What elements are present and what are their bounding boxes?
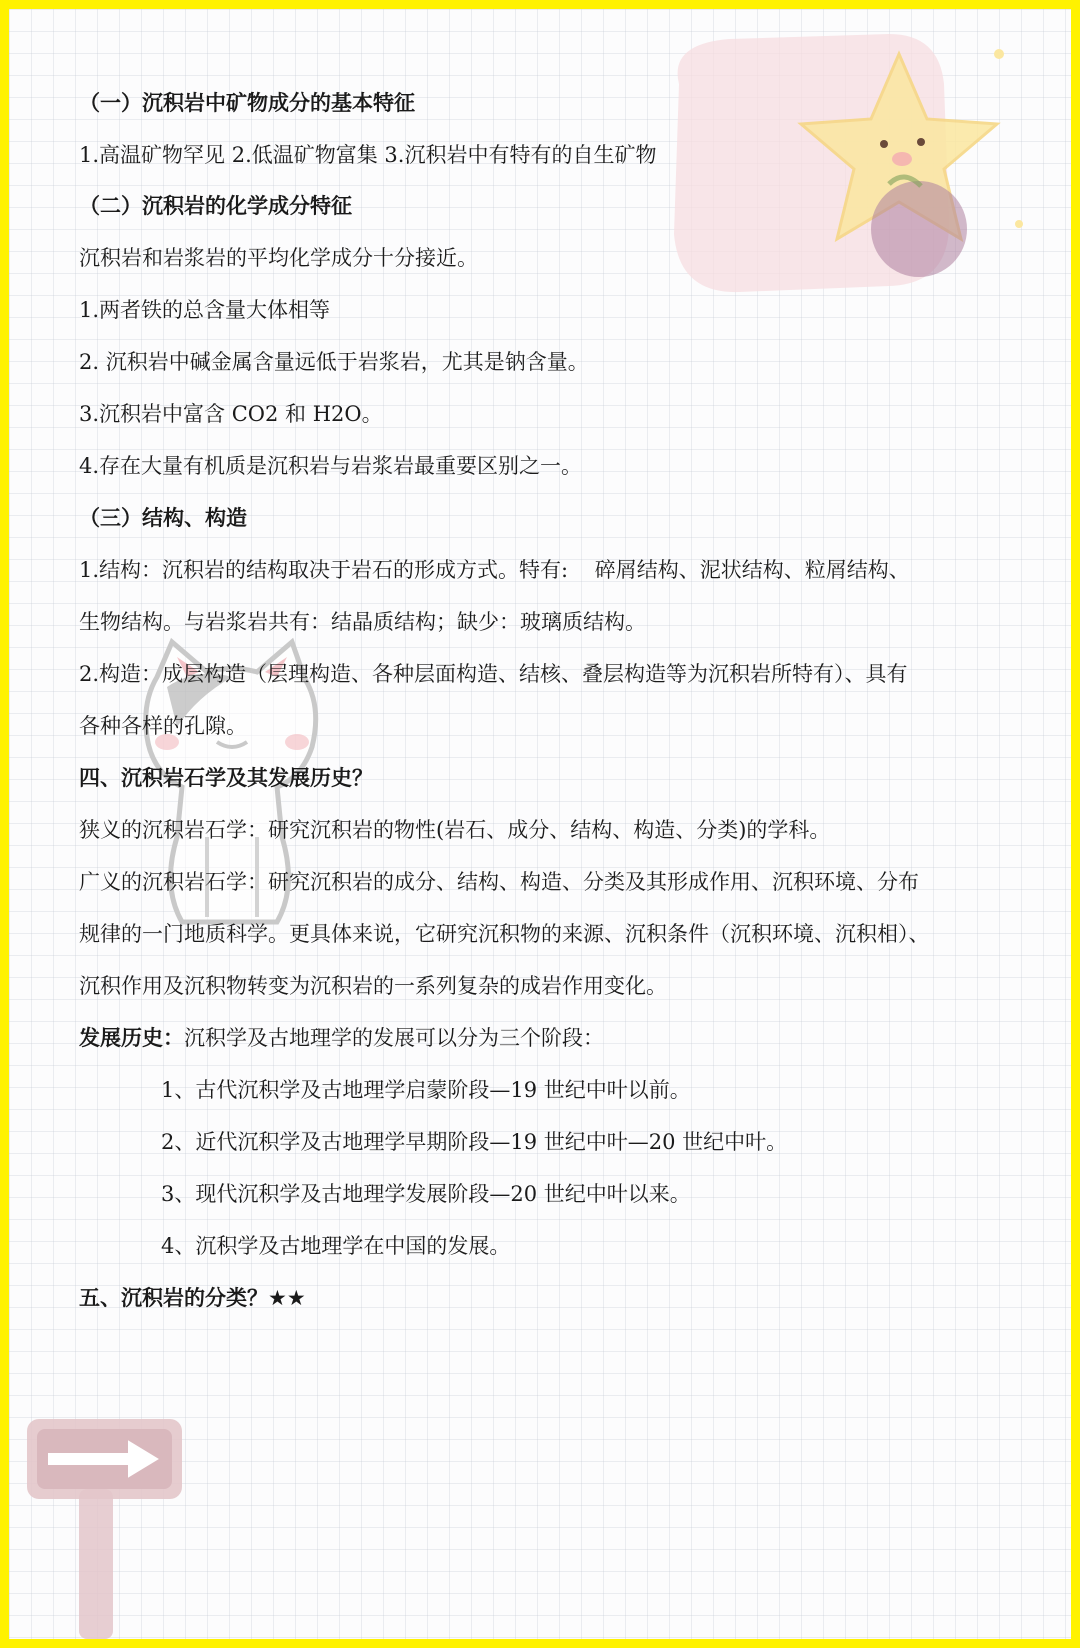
history-stage: 3、现代沉积学及古地理学发展阶段—20 世纪中叶以来。: [161, 1182, 691, 1206]
section3-structure-line: 1.结构：沉积岩的结构取决于岩石的形成方式。特有: 碎屑结构、泥状结构、粒屑结构、: [79, 558, 910, 582]
section2-point: 4.存在大量有机质是沉积岩与岩浆岩最重要区别之一。: [79, 454, 583, 478]
history-text: 沉积学及古地理学的发展可以分为三个阶段：: [184, 1026, 604, 1050]
section3-structure-line: 生物结构。与岩浆岩共有：结晶质结构；缺少：玻璃质结构。: [79, 610, 646, 634]
section4-broad-definition-line: 沉积作用及沉积物转变为沉积岩的一系列复杂的成岩作用变化。: [79, 974, 667, 998]
section4-broad-definition-line: 规律的一门地质科学。更具体来说，它研究沉积物的来源、沉积条件（沉积环境、沉积相）、: [79, 922, 930, 946]
history-stage: 4、沉积学及古地理学在中国的发展。: [161, 1234, 511, 1258]
section5-heading: 五、沉积岩的分类？★★: [79, 1286, 306, 1310]
section1-line: 1.高温矿物罕见 2.低温矿物富集 3.沉积岩中有特有的自生矿物: [79, 143, 657, 167]
history-stage: 1、古代沉积学及古地理学启蒙阶段—19 世纪中叶以前。: [161, 1078, 691, 1102]
section3-tectonic-line: 各种各样的孔隙。: [79, 714, 247, 738]
history-label: 发展历史：: [79, 1026, 184, 1050]
section2-point: 2. 沉积岩中碱金属含量远低于岩浆岩，尤其是钠含量。: [79, 350, 589, 374]
history-stage: 2、近代沉积学及古地理学早期阶段—19 世纪中叶—20 世纪中叶。: [161, 1130, 788, 1154]
document-body: [9, 9, 1071, 1639]
section4-heading: 四、沉积岩石学及其发展历史？: [79, 766, 373, 790]
section1-heading: （一）沉积岩中矿物成分的基本特征: [79, 91, 415, 115]
section4-history-line: [79, 1023, 604, 1053]
section4-narrow-definition: 狭义的沉积岩石学：研究沉积岩的物性(岩石、成分、结构、构造、分类)的学科。: [79, 818, 831, 842]
section3-tectonic-line: 2.构造：成层构造（层理构造、各种层面构造、结核、叠层构造等为沉积岩所特有）、具有: [79, 662, 908, 686]
section2-point: 1.两者铁的总含量大体相等: [79, 298, 331, 322]
section3-heading: （三）结构、构造: [79, 506, 247, 530]
section2-intro: 沉积岩和岩浆岩的平均化学成分十分接近。: [79, 246, 478, 270]
section2-point: 3.沉积岩中富含 CO2 和 H2O。: [79, 402, 383, 426]
section2-heading: （二）沉积岩的化学成分特征: [79, 194, 352, 218]
section4-broad-definition-line: 广义的沉积岩石学：研究沉积岩的成分、结构、构造、分类及其形成作用、沉积环境、分布: [79, 870, 919, 894]
